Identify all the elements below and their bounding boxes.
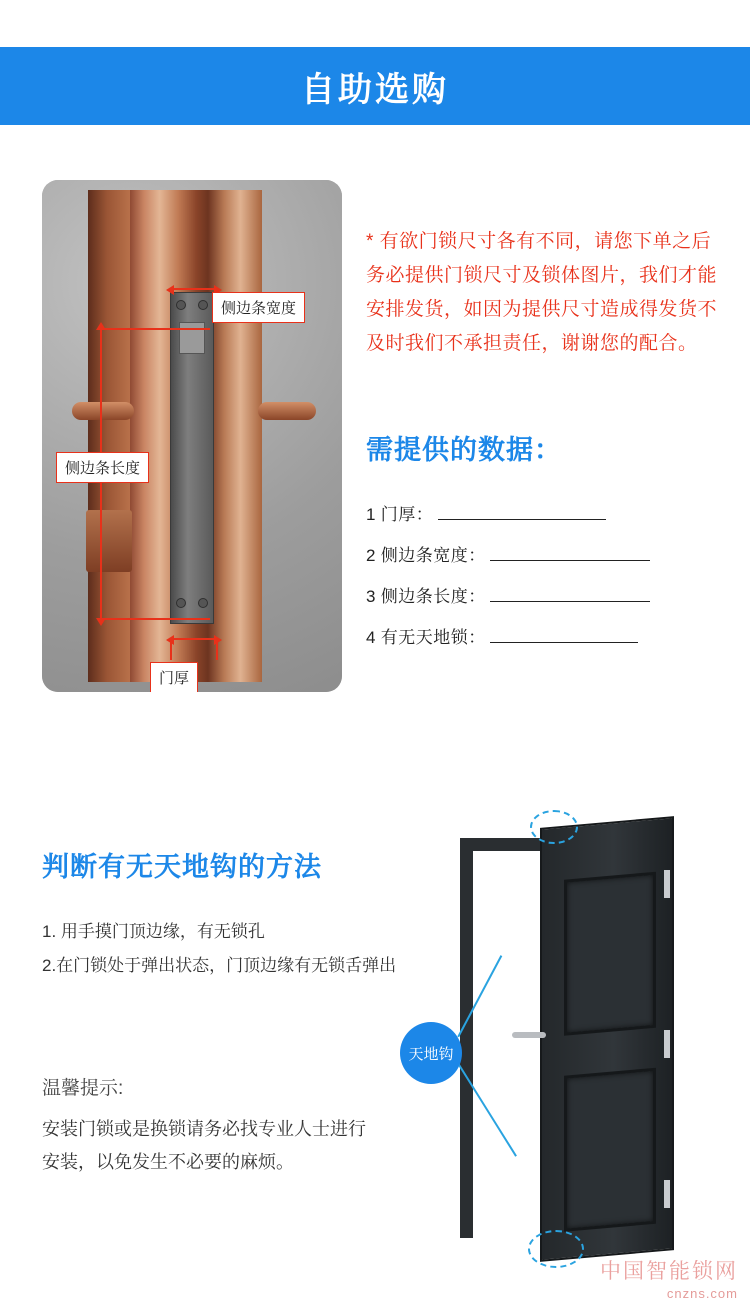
field-label: 侧边条宽度： (380, 546, 486, 565)
field-index: 3 (366, 587, 376, 606)
door-hinge-icon (664, 1180, 670, 1208)
page-title: 自助选购 (301, 70, 449, 109)
field-row (366, 500, 726, 525)
door-panel-inset-bottom (564, 1068, 656, 1232)
lock-edge-illustration (88, 190, 130, 682)
judge-step: 2.在门锁处于弹出状态，门顶边缘有无锁舌弹出 (42, 956, 397, 975)
lock-photo-card (42, 180, 342, 692)
screw-icon (176, 598, 186, 608)
site-watermark (600, 1261, 738, 1305)
lock-knob-left (72, 402, 134, 420)
judge-step: 1. 用手摸门顶边缘，有无锁孔 (42, 922, 265, 941)
callout-thickness-label: 门厚 (150, 662, 198, 692)
field-index: 2 (366, 546, 376, 565)
tiandigou-badge: 天地钩 (400, 1022, 462, 1084)
bottom-hook-highlight-circle (528, 1230, 584, 1268)
lock-knob-right (258, 402, 316, 420)
watermark-line1: 中国智能锁网 (600, 1260, 738, 1283)
screw-icon (198, 300, 208, 310)
length-top-guide (100, 328, 210, 330)
screw-icon (198, 598, 208, 608)
door-handle-icon (512, 1032, 546, 1038)
door-hinge-icon (664, 1030, 670, 1058)
callout-length-label: 侧边条长度 (56, 452, 149, 483)
door-illustration (400, 800, 730, 1280)
watermark-line2: cnzns.com (666, 1286, 738, 1301)
width-arrow-left-icon (166, 285, 174, 295)
lock-plate-secondary-illustration (208, 190, 262, 682)
judge-section-title: 判断有无天地钩的方法 (42, 852, 322, 882)
field-blank-line[interactable] (438, 519, 606, 520)
judge-steps-list (42, 915, 442, 983)
field-row (366, 582, 726, 607)
width-measure-line (170, 288, 218, 290)
field-blank-line[interactable] (490, 560, 650, 561)
length-bottom-guide (100, 618, 210, 620)
field-label: 有无天地锁： (380, 628, 486, 647)
field-row (366, 623, 726, 648)
lock-latch-illustration (179, 322, 205, 354)
field-blank-line[interactable] (490, 601, 650, 602)
thickness-measure-line (170, 638, 218, 640)
field-blank-line[interactable] (490, 642, 638, 643)
top-hook-highlight-circle (530, 810, 578, 844)
field-label: 侧边条长度： (380, 587, 486, 606)
page-header (0, 47, 750, 125)
required-data-title: 需提供的数据： (366, 435, 562, 465)
tips-title: 温馨提示: (42, 1078, 124, 1099)
thickness-guide-left (170, 638, 172, 660)
tips-body: 安装门锁或是换锁请务必找专业人士进行安装，以免发生不必要的麻烦。 (42, 1119, 366, 1172)
field-index: 4 (366, 628, 376, 647)
field-index: 1 (366, 505, 376, 524)
screw-icon (176, 300, 186, 310)
field-row (366, 541, 726, 566)
door-panel-inset-top (564, 872, 656, 1036)
thickness-guide-right (216, 638, 218, 660)
door-hinge-icon (664, 870, 670, 898)
required-data-list (366, 500, 726, 664)
size-notice-text: * 有欲门锁尺寸各有不同，请您下单之后务必提供门锁尺寸及锁体图片，我们才能安排发货，如因为提供尺寸造成得发货不及时我们不承担责任，谢谢您的配合。 (366, 231, 718, 354)
field-label: 门厚： (380, 505, 434, 524)
callout-width-label: 侧边条宽度 (212, 292, 305, 323)
door-panel (540, 816, 674, 1262)
lock-block-illustration (86, 510, 132, 572)
